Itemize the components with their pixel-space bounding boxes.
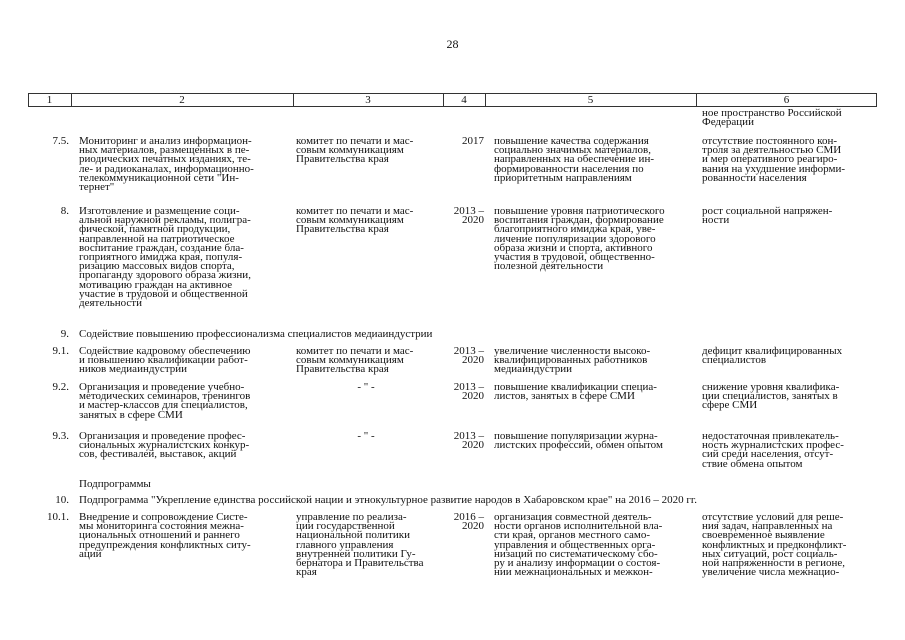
row-executor: управление по реализа- ции государственной национальной политики главного управления внутренней политики Гу- бернатора и Правительства края xyxy=(296,511,424,579)
header-col-3: 3 xyxy=(365,94,371,106)
row-executor: комитет по печати и мас- совым коммуникациям Правительства края xyxy=(296,135,414,166)
header-col-4: 4 xyxy=(461,94,467,106)
row-result: увеличение численности высоко- квалифицированных работников медиаиндустрии xyxy=(494,345,651,376)
row-risk: отсутствие условий для реше- ния задач, направленных на своевременное выявление конфликтных и предконфликт- ных ситуаций, рост социаль- ной напряженности в регионе, увеличение числа межнацио- xyxy=(702,511,847,579)
row-risk: недостаточная привлекатель- ность журналистских профес- сий среди населения, отсут- ствие обмена опытом xyxy=(702,430,844,470)
row-number: 9.2. xyxy=(52,381,69,393)
section-title: Содействие повышению профессионализма специалистов медиаиндустрии xyxy=(79,328,433,340)
section-title: Подпрограмма "Укрепление единства российской нации и этнокультурное развитие народов в Хабаровском крае" на 2016 – 2020 гг. xyxy=(79,494,697,506)
page-number: 28 xyxy=(446,37,459,51)
row-action: Мониторинг и анализ информацион- ных материалов, размещенных в пе- риодических печатных изданиях, те- ле- и радиоканалах, информационно- телекоммуникационной сети "Ин- тернет" xyxy=(79,135,254,194)
row-risk: отсутствие постоянного кон- троля за деятельностью СМИ и мер оперативного реагиро- вания на ухудшение информи- рованности населения xyxy=(702,135,846,184)
row-action: Организация и проведение учебно- методических семинаров, тренингов и мастер-классов для специалистов, занятых в сфере СМИ xyxy=(79,381,251,421)
row-risk: дефицит квалифицированных специалистов xyxy=(702,345,843,367)
header-border-right xyxy=(876,94,877,106)
row-number: 9.1. xyxy=(52,345,69,357)
header-col-5: 5 xyxy=(587,94,594,106)
row-risk: снижение уровня квалифика- ции специалистов, занятых в сфере СМИ xyxy=(702,381,840,412)
row-number: 10. xyxy=(55,494,69,506)
row-result: повышение популяризации журна- листских профессий, обмен опытом xyxy=(494,430,663,452)
carryover-text: ное пространство Российской Федерации xyxy=(702,107,842,129)
row-period: 2013 – 2020 xyxy=(453,430,484,452)
row-action: Организация и проведение профес- сиональных журналистских конкур- сов, фестивалей, выставок, акций xyxy=(79,430,250,461)
row-period: 2016 – 2020 xyxy=(453,511,484,533)
row-period: 2013 – 2020 xyxy=(453,205,484,227)
row-action: Внедрение и сопровождение Систе- мы мониторинга состояния межна- циональных отношений и раннего предупреждения конфликтных ситу- аций xyxy=(79,511,251,560)
row-result: организация совместной деятель- ности органов исполнительной вла- сти края, органов местного само- управления и общественных орга- низаций по систематическому сбо- ру и анализу информации о состоя- нии межнациональных и межкон- xyxy=(494,511,663,579)
row-result: повышение квалификации специа- листов, занятых в сфере СМИ xyxy=(494,381,657,403)
table-header xyxy=(28,93,877,107)
section-title: Подпрограммы xyxy=(79,478,151,490)
row-period: 2013 – 2020 xyxy=(453,381,484,403)
row-number: 10.1. xyxy=(47,511,69,523)
row-executor: комитет по печати и мас- совым коммуникациям Правительства края xyxy=(296,205,414,236)
row-executor: - " - xyxy=(357,381,375,393)
header-col-6: 6 xyxy=(783,94,790,106)
row-executor: комитет по печати и мас- совым коммуникациям Правительства края xyxy=(296,345,414,376)
row-number: 8. xyxy=(60,205,69,217)
row-risk: рост социальной напряжен- ности xyxy=(702,205,833,227)
row-number: 9. xyxy=(60,328,69,340)
row-executor: - " - xyxy=(357,430,375,442)
row-period: 2013 – 2020 xyxy=(453,345,484,367)
header-col-1: 1 xyxy=(46,94,53,106)
row-action: Содействие кадровому обеспечению и повышению квалификации работ- ников медиаиндустрии xyxy=(79,345,251,376)
row-result: повышение качества содержания социально значимых материалов, направленных на обеспечение ин- формированности населения по приоритетным направлениям xyxy=(494,135,654,184)
row-result: повышение уровня патриотического воспитания граждан, формирование благоприятного имиджа края, уве- личение популяризации здорового образа жизни и спорта, активного участия в трудовой, общественно- полезной деятельности xyxy=(494,205,665,273)
header-col-2: 2 xyxy=(179,94,185,106)
row-number: 7.5. xyxy=(52,135,69,147)
row-period: 2017 xyxy=(462,135,484,147)
row-number: 9.3. xyxy=(52,430,69,442)
row-action: Изготовление и размещение соци- альной наружной рекламы, полигра- фической, памятной продукции, направленной на патриотическое воспитание граждан, создание бла- гоприятного имиджа края, популя- ризацию массовых видов спорта, пропаганду здорового образа жизни, мотивацию граждан на активное участие в трудовой и общественной деятельности xyxy=(79,205,251,310)
